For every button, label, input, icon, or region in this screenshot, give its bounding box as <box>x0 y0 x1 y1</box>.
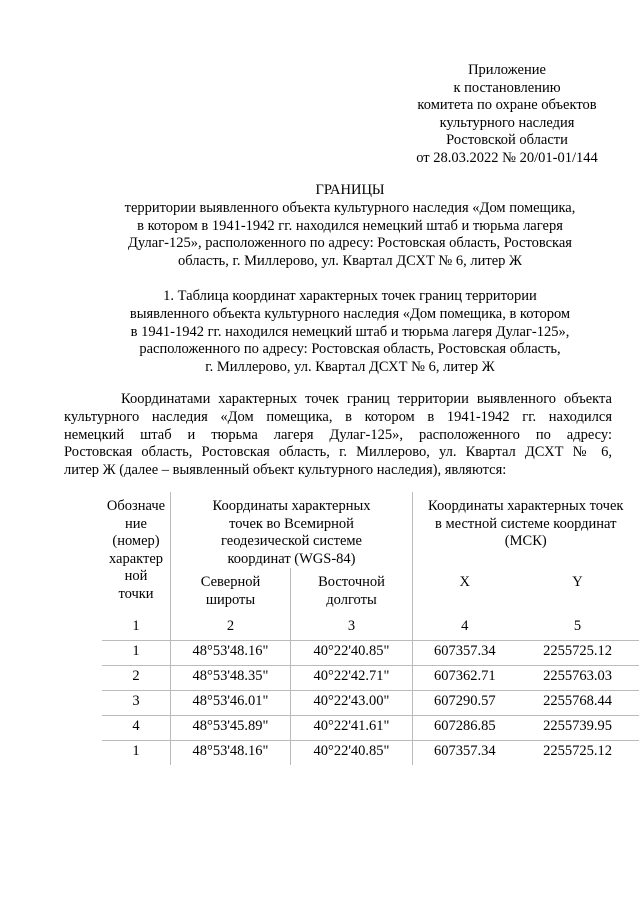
appendix-line: комитета по охране объектов <box>417 97 597 114</box>
header-msk <box>413 492 639 568</box>
table-row <box>102 640 639 665</box>
header-text: точек во Всемирной <box>229 515 354 532</box>
header-text: точки <box>118 585 154 602</box>
coordinates-table <box>102 492 639 765</box>
caption-line: 1. Таблица координат характерных точек границ территории <box>163 288 537 304</box>
appendix-line: Ростовской области <box>446 132 568 149</box>
header-text: характер <box>108 550 164 567</box>
cell-longitude: 40°22'41.61" <box>291 715 413 740</box>
cell-y: 2255763.03 <box>517 665 639 690</box>
cell-point: 2 <box>102 665 171 690</box>
cell-x: 607357.34 <box>413 640 517 665</box>
cell-latitude: 48°53'48.16" <box>171 740 291 765</box>
cell-x: 607357.34 <box>413 740 517 765</box>
header-text: Обозначе <box>106 498 166 514</box>
table-row <box>102 715 639 740</box>
column-number: 4 <box>413 610 517 641</box>
header-y: Y <box>572 574 583 591</box>
header-x: X <box>413 568 517 609</box>
cell-y: 2255725.12 <box>517 740 639 765</box>
appendix-line: Приложение <box>468 62 546 78</box>
header-text: геодезической системе <box>221 533 362 550</box>
header-wgs84 <box>171 492 413 568</box>
document-title <box>100 182 600 271</box>
title-heading: ГРАНИЦЫ <box>315 182 385 198</box>
caption-line: в 1941-1942 гг. находился немецкий штаб и тюрьма лагеря Дулаг-125», <box>130 323 570 340</box>
caption-line: расположенного по адресу: Ростовская область, Ростовская область, <box>139 341 561 358</box>
paragraph-line: Координатами характерных точек границ территории выявленного объекта <box>121 391 612 407</box>
header-text: в местной системе координат <box>435 515 617 532</box>
title-line: Дулаг-125», расположенного по адресу: Ростовская область, Ростовская <box>128 235 572 252</box>
intro-paragraph <box>64 391 612 480</box>
table-row <box>102 690 639 715</box>
table-row <box>102 665 639 690</box>
cell-point: 1 <box>102 640 171 665</box>
cell-y: 2255725.12 <box>517 640 639 665</box>
column-number: 2 <box>171 610 291 641</box>
table-caption <box>100 288 600 377</box>
header-text: широты <box>205 591 256 608</box>
cell-latitude: 48°53'48.16" <box>171 640 291 665</box>
cell-latitude: 48°53'48.35" <box>171 665 291 690</box>
cell-point: 3 <box>102 690 171 715</box>
cell-y: 2255739.95 <box>517 715 639 740</box>
header-text: Северной <box>200 574 261 591</box>
header-text: Координаты характерных точек <box>428 498 624 514</box>
cell-longitude: 40°22'43.00" <box>291 690 413 715</box>
cell-x: 607286.85 <box>413 715 517 740</box>
header-text: ние <box>125 515 147 532</box>
header-text: координат (WGS-84) <box>227 550 356 567</box>
table-subheader-row <box>102 568 639 609</box>
cell-y: 2255768.44 <box>517 690 639 715</box>
header-point-number <box>102 492 171 610</box>
header-text: (номер) <box>112 533 160 550</box>
column-number: 3 <box>291 610 413 641</box>
cell-point: 1 <box>102 740 171 765</box>
cell-latitude: 48°53'46.01" <box>171 690 291 715</box>
header-north-latitude <box>171 568 291 609</box>
paragraph-line: немецкий штаб и тюрьма лагеря Дулаг-125», расположенного по адресу: <box>64 426 612 443</box>
header-text: долготы <box>326 591 377 608</box>
header-text: (МСК) <box>504 533 547 550</box>
title-line: в котором в 1941-1942 гг. находился немецкий штаб и тюрьма лагеря <box>137 217 563 234</box>
caption-line: выявленного объекта культурного наследия «Дом помещика, в котором <box>129 305 571 322</box>
cell-latitude: 48°53'45.89" <box>171 715 291 740</box>
header-text: Восточной <box>318 574 385 591</box>
header-east-longitude <box>291 568 413 609</box>
column-number: 5 <box>573 617 582 634</box>
title-line: территории выявленного объекта культурного наследия «Дом помещика, <box>124 199 576 216</box>
paragraph-line: культурного наследия «Дом помещика, в котором в 1941-1942 гг. находился <box>64 408 612 425</box>
paragraph-line: Ростовская область, Ростовская область, г. Миллерово, ул. Квартал ДСХТ № 6, <box>64 444 612 461</box>
title-line: область, г. Миллерово, ул. Квартал ДСХТ № 6, литер Ж <box>177 253 523 270</box>
cell-longitude: 40°22'42.71" <box>291 665 413 690</box>
paragraph-line: литер Ж (далее – выявленный объект культурного наследия), являются: <box>64 462 507 479</box>
appendix-line: к постановлению <box>453 79 561 96</box>
appendix-line: культурного наследия <box>439 114 575 131</box>
caption-line: г. Миллерово, ул. Квартал ДСХТ № 6, литер Ж <box>205 359 495 376</box>
column-number: 1 <box>132 617 140 634</box>
cell-x: 607290.57 <box>413 690 517 715</box>
header-text: ной <box>124 568 148 585</box>
cell-point: 4 <box>102 715 171 740</box>
header-text: Координаты характерных <box>212 498 371 514</box>
table-header-row <box>102 492 639 568</box>
table-row <box>102 740 639 765</box>
cell-longitude: 40°22'40.85" <box>291 740 413 765</box>
cell-longitude: 40°22'40.85" <box>291 640 413 665</box>
appendix-line: от 28.03.2022 № 20/01-01/144 <box>416 149 598 166</box>
cell-x: 607362.71 <box>413 665 517 690</box>
appendix-block <box>395 62 619 168</box>
table-column-numbers <box>102 610 639 641</box>
